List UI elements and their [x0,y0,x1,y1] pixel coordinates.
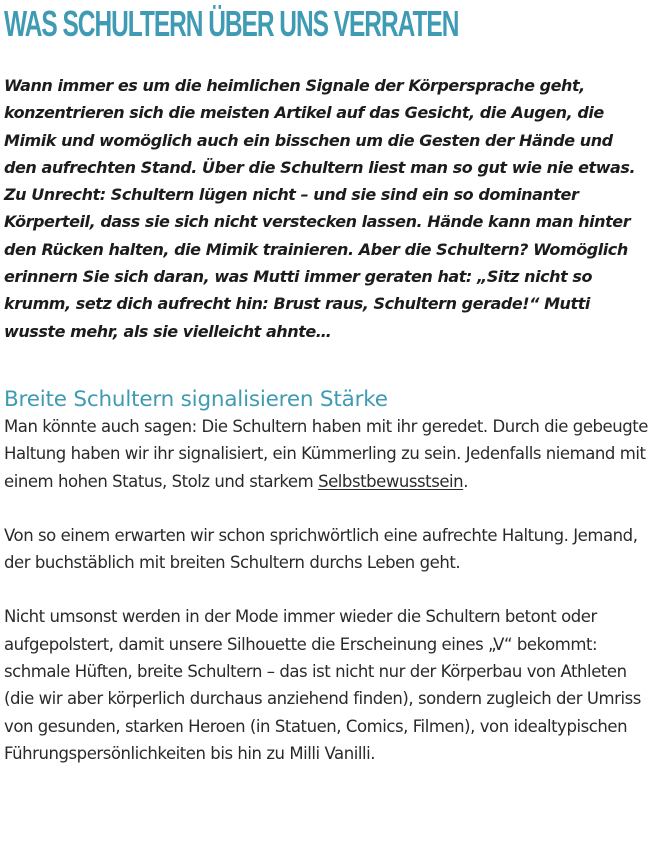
paragraph-1-text: Man könnte auch sagen: Die Schultern haben mit ihr geredet. Durch die gebeugte Haltung haben wir ihr signalisiert, ein Kümmerling zu sein. Jedenfalls niemand mit einem hohen Status, Stolz und starkem [4,416,649,491]
article [4,0,650,767]
paragraph-1-end: . [463,471,468,491]
article-intro: Wann immer es um die heimlichen Signale der Körpersprache geht, konzentrieren sich die meisten Artikel auf das Gesicht, die Augen, die Mimik und womöglich auch ein bisschen um die Gesten der Hände und den aufrechten Stand. Über die Schultern liest man so gut wie nie etwas. Zu Unrecht: Schultern lügen nicht – und sie sind ein so dominanter Körperteil, dass sie sich nicht verstecken lassen. Hände kann man hinter den Rücken halten, die Mimik trainieren. Aber die Schultern? Womöglich erinnern Sie sich daran, was Mutti immer geraten hat: „Sitz nicht so krumm, setz dich aufrecht hin: Brust raus, Schultern gerade!“ Mutti wusste mehr, als sie vielleicht ahnte… [4,76,636,341]
article-title: WAS SCHULTERN ÜBER UNS VERRATEN [4,3,459,44]
paragraph-3: Nicht umsonst werden in der Mode immer wieder die Schultern betont oder aufgepolstert, damit unsere Silhouette die Erscheinung eines „V“ bekommt: schmale Hüften, breite Schultern – das ist nicht nur der Körperbau von Athleten (die wir aber körperlich durchaus anziehend finden), sondern zugleich der Umriss von gesunden, starken Heroen (in Statuen, Comics, Filmen), von idealtypischen Führungspersönlichkeiten bis hin zu Milli Vanilli. [4,607,641,763]
section-heading: Breite Schultern signalisieren Stärke [4,386,388,412]
paragraph-2: Von so einem erwarten wir schon sprichwörtlich eine aufrechte Haltung. Jemand, der buchstäblich mit breiten Schultern durchs Leben geht. [4,525,638,573]
selbstbewusstsein-link[interactable]: Selbstbewusstsein [318,471,464,491]
paragraph-1 [4,413,650,495]
